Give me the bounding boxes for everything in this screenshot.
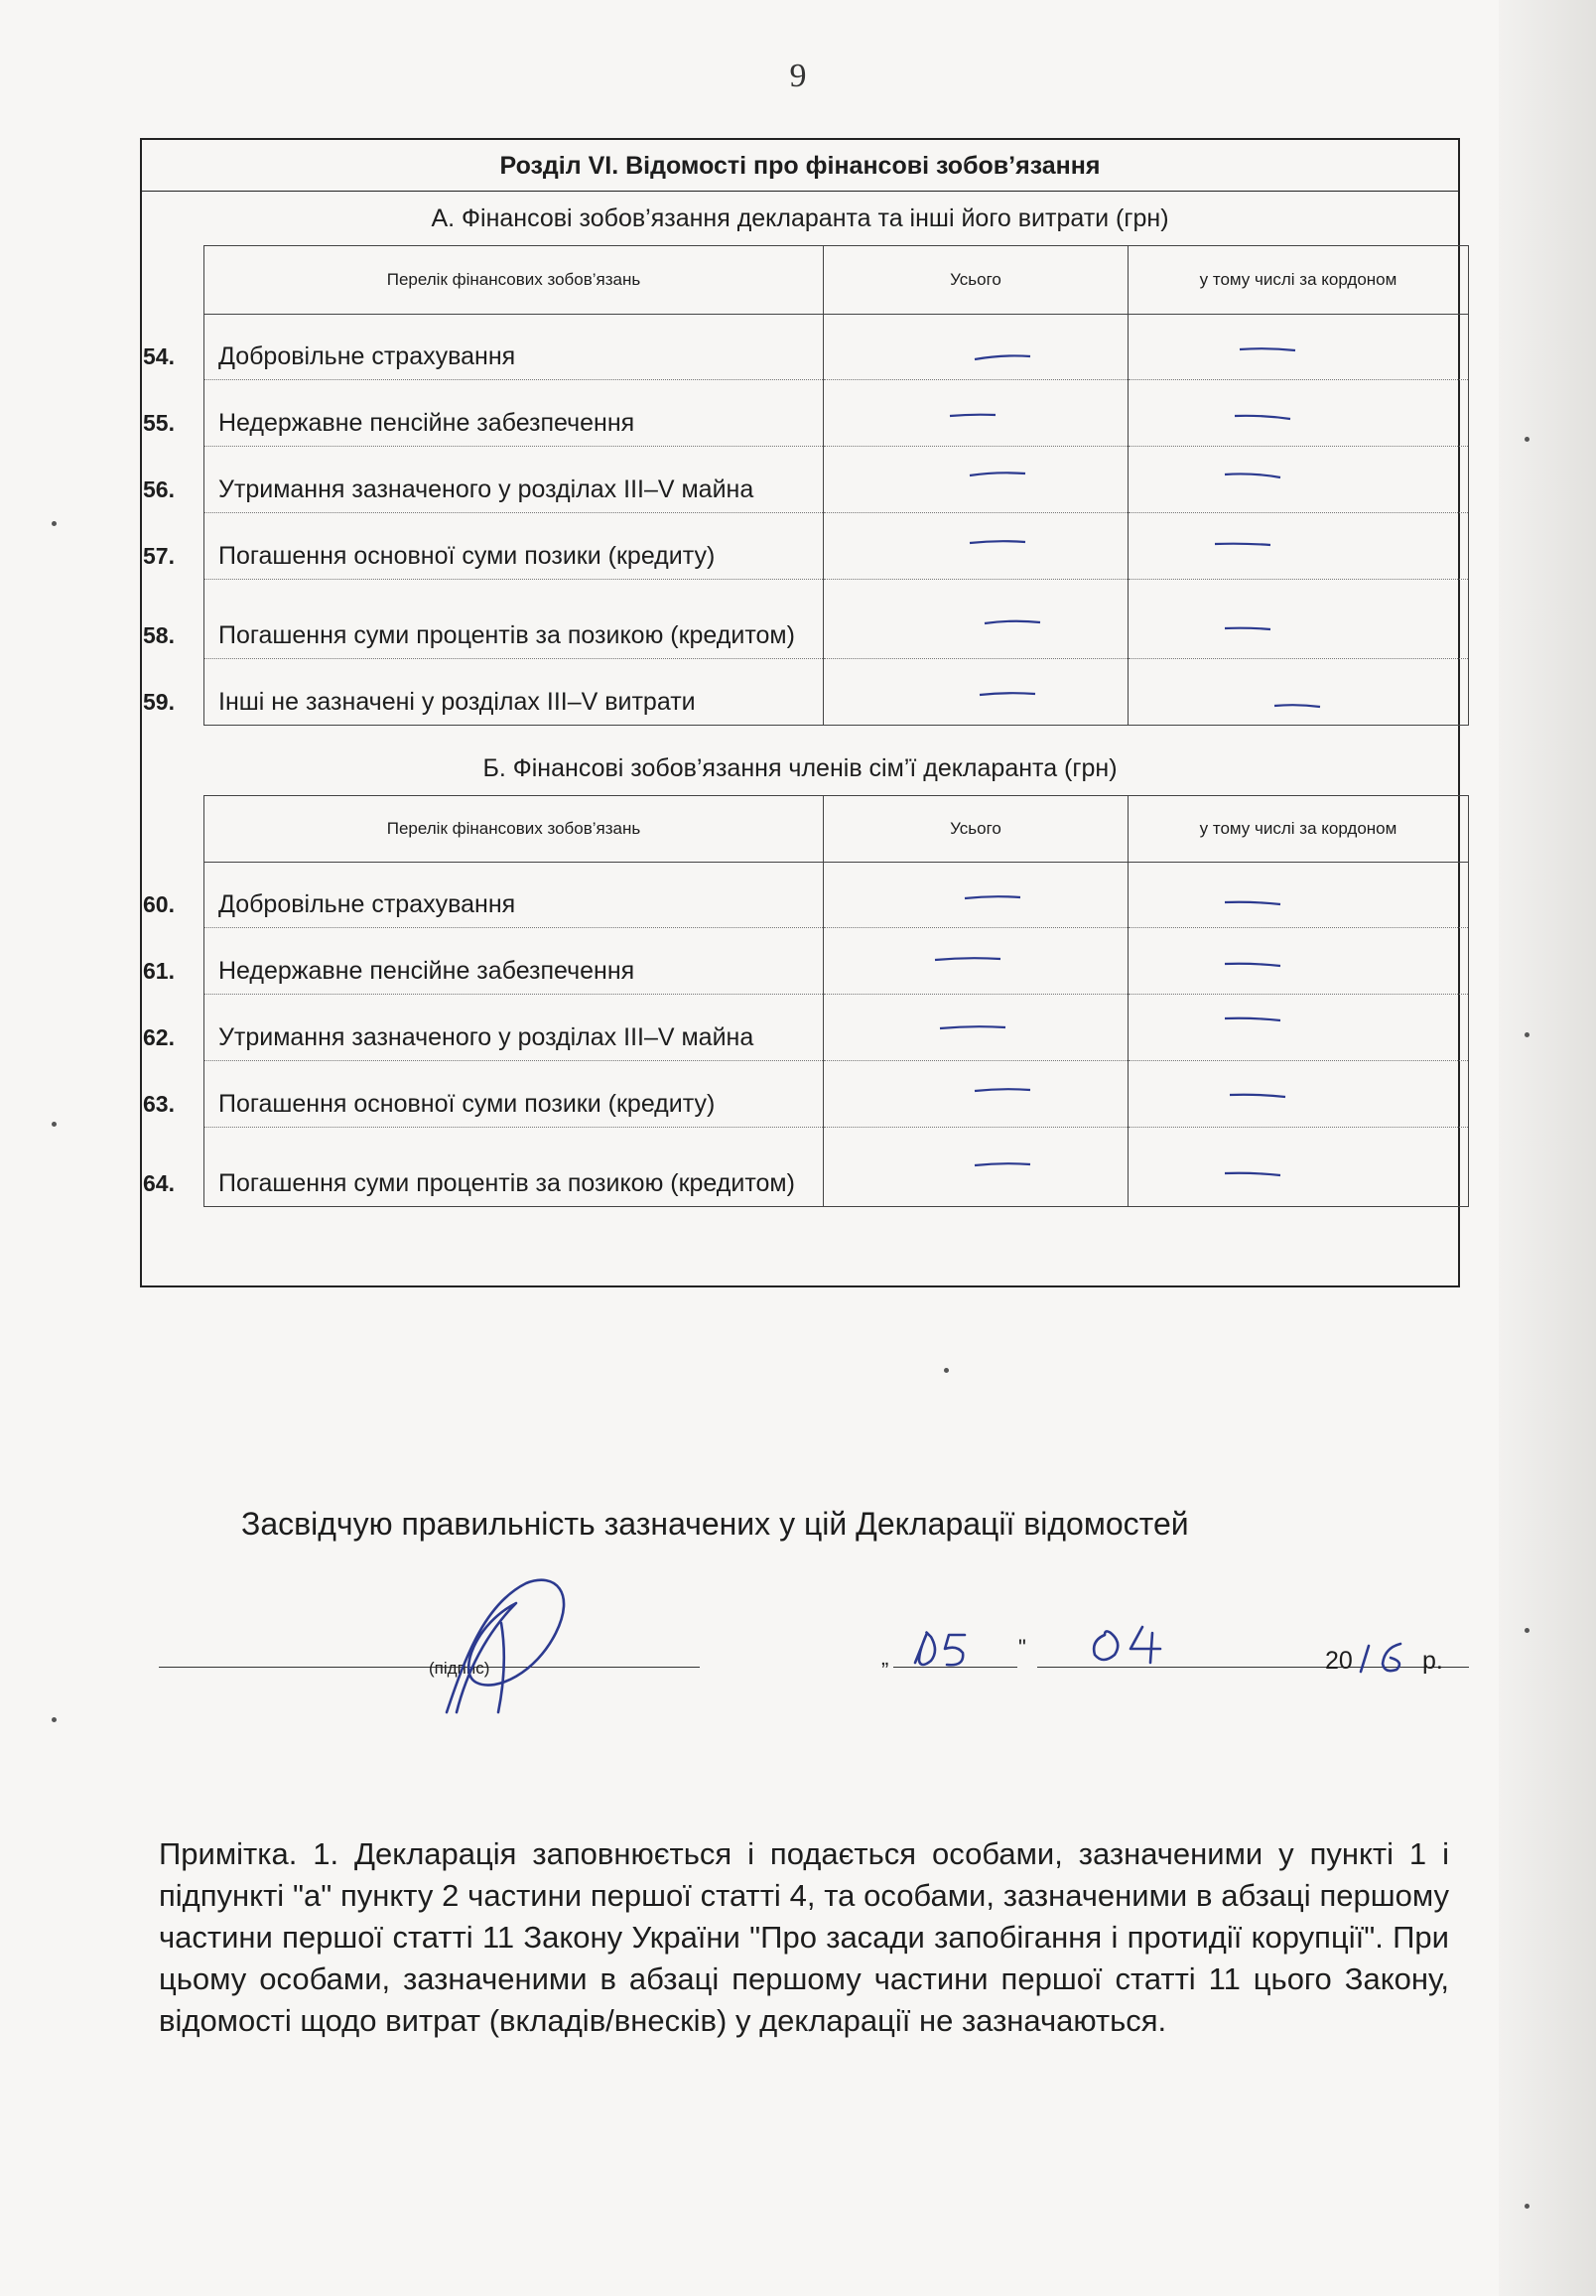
scan-speck (52, 1122, 57, 1127)
handwritten-dash-icon (1238, 342, 1297, 356)
handwritten-dash-icon (933, 952, 1002, 966)
row-label: Добровільне страхування (218, 342, 516, 370)
header-total: Усього (824, 796, 1129, 863)
row-number: 54. (143, 343, 175, 369)
handwritten-dash-icon (1223, 1167, 1282, 1181)
part-b-table (143, 795, 1469, 1207)
table-row (204, 315, 1469, 380)
handwritten-dash-icon (1223, 621, 1272, 635)
scan-speck (52, 1717, 57, 1722)
handwritten-year-icon (1355, 1638, 1414, 1678)
row-label: Добровільне страхування (218, 890, 516, 918)
handwritten-dash-icon (973, 350, 1032, 364)
scan-speck (1525, 1628, 1530, 1633)
total-cell (824, 513, 1129, 580)
table-row (204, 513, 1469, 580)
total-cell (824, 1128, 1129, 1207)
abroad-cell (1129, 580, 1469, 659)
row-number: 58. (143, 622, 175, 648)
abroad-cell (1129, 659, 1469, 726)
total-cell (824, 315, 1129, 380)
row-number: 59. (143, 689, 175, 715)
row-label: Інші не зазначені у розділах III–V витрати (218, 688, 696, 716)
scan-speck (1525, 437, 1530, 442)
handwritten-dash-icon (978, 687, 1037, 701)
handwritten-dash-icon (938, 1020, 1007, 1034)
certification-statement: Засвідчую правильність зазначених у цій Декларації відомостей (241, 1506, 1189, 1542)
row-label: Погашення суми процентів за позикою (кредитом) (218, 1169, 795, 1197)
part-a-table (143, 245, 1469, 726)
header-list: Перелік фінансових зобов’язань (204, 246, 824, 315)
handwritten-month-icon (1087, 1619, 1196, 1669)
date-open-quote: „ (881, 1645, 889, 1670)
handwritten-dash-icon (973, 1157, 1032, 1171)
handwritten-dash-icon (948, 408, 998, 422)
handwritten-dash-icon (1223, 1013, 1282, 1026)
year-unit: р. (1422, 1647, 1443, 1675)
total-cell (824, 995, 1129, 1061)
financial-obligations-section (140, 138, 1460, 1287)
table-header-row (204, 246, 1469, 315)
row-number: 57. (143, 543, 175, 569)
total-cell (824, 580, 1129, 659)
total-cell (824, 863, 1129, 928)
date-close-quote: " (1018, 1635, 1026, 1660)
handwritten-dash-icon (1223, 896, 1282, 910)
table-row (204, 580, 1469, 659)
table-row (204, 659, 1469, 726)
row-number: 60. (143, 891, 175, 917)
handwritten-day-icon (905, 1623, 1004, 1673)
table-row (204, 1128, 1469, 1207)
signature-row (159, 1583, 1469, 1702)
row-label: Погашення основної суми позики (кредиту) (218, 1090, 716, 1118)
abroad-cell (1129, 513, 1469, 580)
page-edge-shadow (1499, 0, 1596, 2296)
scan-speck (1525, 1032, 1530, 1037)
header-abroad: у тому числі за кордоном (1129, 796, 1469, 863)
abroad-cell (1129, 995, 1469, 1061)
row-number: 61. (143, 958, 175, 984)
part-b-title: Б. Фінансові зобов’язання членів сім’ї декларанта (грн) (482, 754, 1118, 782)
handwritten-signature-icon (407, 1563, 596, 1722)
header-abroad: у тому числі за кордоном (1129, 246, 1469, 315)
table-row (204, 380, 1469, 447)
abroad-cell (1129, 1061, 1469, 1128)
handwritten-dash-icon (968, 535, 1027, 549)
year-prefix: 20 (1325, 1647, 1353, 1675)
table-row (204, 863, 1469, 928)
handwritten-dash-icon (1223, 958, 1282, 972)
table-row (204, 995, 1469, 1061)
handwritten-dash-icon (1228, 1089, 1287, 1103)
total-cell (824, 380, 1129, 447)
header-total: Усього (824, 246, 1129, 315)
total-cell (824, 447, 1129, 513)
scan-speck (944, 1368, 949, 1373)
row-number: 64. (143, 1170, 175, 1196)
header-list: Перелік фінансових зобов’язань (204, 796, 824, 863)
row-label: Утримання зазначеного у розділах III–V майна (218, 475, 754, 503)
page-number: 9 (789, 58, 807, 94)
row-label: Утримання зазначеного у розділах III–V майна (218, 1023, 754, 1051)
note-paragraph: Примітка. 1. Декларація заповнюється і подається особами, зазначеними у пункті 1 і підпункті "а" пункту 2 частини першої статті 4, та особами, зазначеними в абзаці першому частини першої статті 11 Закону України "Про засади запобігання і протидії корупції". При цьому особами, зазначеними в абзаці першому частини першої статті 11 цього Закону, відомості щодо витрат (вкладів/внесків) у декларації не зазначаються. (159, 1836, 1449, 2038)
scan-speck (1525, 2204, 1530, 2209)
handwritten-dash-icon (963, 890, 1022, 904)
abroad-cell (1129, 928, 1469, 995)
row-number: 55. (143, 410, 175, 436)
handwritten-dash-icon (983, 615, 1042, 629)
table-header-row (204, 796, 1469, 863)
total-cell (824, 1061, 1129, 1128)
handwritten-dash-icon (1213, 537, 1272, 551)
handwritten-dash-icon (1233, 410, 1292, 424)
abroad-cell (1129, 447, 1469, 513)
handwritten-dash-icon (1272, 699, 1322, 713)
row-number: 56. (143, 476, 175, 502)
abroad-cell (1129, 315, 1469, 380)
row-label: Недержавне пенсійне забезпечення (218, 409, 635, 437)
row-label: Погашення суми процентів за позикою (кредитом) (218, 621, 795, 649)
row-label: Недержавне пенсійне забезпечення (218, 957, 635, 985)
abroad-cell (1129, 863, 1469, 928)
handwritten-dash-icon (968, 467, 1027, 480)
table-row (204, 928, 1469, 995)
signature-label: (підпис) (429, 1659, 490, 1678)
handwritten-dash-icon (973, 1083, 1032, 1097)
table-row (204, 447, 1469, 513)
row-label: Погашення основної суми позики (кредиту) (218, 542, 716, 570)
total-cell (824, 659, 1129, 726)
scan-speck (52, 521, 57, 526)
row-number: 63. (143, 1091, 175, 1117)
row-number: 62. (143, 1024, 175, 1050)
part-a-title: А. Фінансові зобов’язання декларанта та інші його витрати (грн) (431, 204, 1169, 232)
handwritten-dash-icon (1223, 469, 1282, 482)
abroad-cell (1129, 1128, 1469, 1207)
section-title: Розділ VI. Відомості про фінансові зобов’язання (142, 140, 1458, 192)
abroad-cell (1129, 380, 1469, 447)
table-row (204, 1061, 1469, 1128)
total-cell (824, 928, 1129, 995)
